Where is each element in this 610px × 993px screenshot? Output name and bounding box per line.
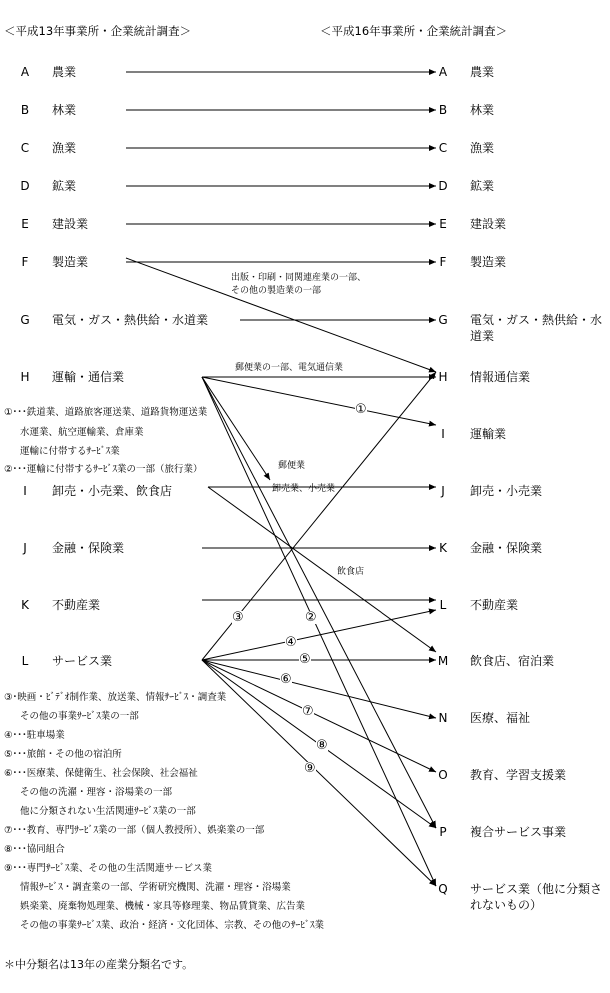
- right-name-q: サービス業（他に分類されないもの）: [470, 882, 603, 912]
- note-l-6: その他の洗濯・理容・浴場業の一部: [20, 787, 173, 798]
- right-name-k: 金融・保険業: [470, 541, 543, 555]
- right-name-i: 運輸業: [470, 427, 507, 441]
- left-code-f: F: [21, 255, 29, 269]
- right-name-l: 不動産業: [470, 598, 519, 612]
- circle-marker-9: ⑨: [304, 761, 316, 776]
- right-name-o: 教育、学習支援業: [470, 768, 567, 782]
- note-l-4: ⑤･･･旅館・その他の宿泊所: [4, 749, 122, 760]
- right-name-m: 飲食店、宿泊業: [470, 654, 555, 668]
- circle-marker-4: ④: [285, 635, 297, 650]
- left-name-i: 卸売・小売業、飲食店: [52, 484, 173, 498]
- note-l-12: 娯楽業、廃棄物処理業、機械・家具等修理業、物品賃貸業、広告業: [20, 901, 306, 912]
- label-h-to-h: 郵便業の一部、電気通信業: [235, 363, 344, 373]
- right-name-h: 情報通信業: [470, 370, 531, 384]
- note-l-7: 他に分類されない生活関連ｻｰﾋﾞｽ業の一部: [20, 806, 196, 817]
- left-code-b: B: [20, 103, 30, 117]
- left-code-k: K: [21, 598, 29, 612]
- left-code-d: D: [20, 179, 30, 193]
- left-name-d: 鉱業: [52, 179, 77, 193]
- right-code-a: A: [438, 65, 448, 79]
- arrow-h-to-i-postal: [202, 377, 270, 480]
- left-code-c: C: [20, 141, 30, 155]
- left-code-e: E: [21, 217, 29, 231]
- note-l-9: ⑧･･･協同組合: [4, 844, 65, 855]
- right-code-d: D: [438, 179, 448, 193]
- right-header: ＜平成16年事業所・企業統計調査＞: [320, 24, 508, 38]
- arrow-h-to-p: [202, 377, 436, 828]
- right-name-j: 卸売・小売業: [470, 484, 543, 498]
- circle-marker-8: ⑧: [316, 738, 328, 753]
- note-l-5: ⑥･･･医療業、保健衛生、社会保険、社会福祉: [4, 768, 198, 779]
- note-h-1: ①･･･鉄道業、道路旅客運送業、道路貨物運送業: [4, 407, 208, 418]
- arrow-h-to-q: [202, 377, 436, 886]
- footnote: ＊中分類名は13年の産業分類名です。: [4, 958, 194, 971]
- left-name-f: 製造業: [52, 255, 89, 269]
- circle-marker-7: ⑦: [302, 704, 314, 719]
- left-name-l: サービス業: [52, 654, 113, 668]
- left-code-i: I: [23, 484, 27, 498]
- circle-marker-3: ③: [232, 610, 244, 625]
- left-name-k: 不動産業: [52, 598, 101, 612]
- right-code-e: E: [439, 217, 447, 231]
- right-code-p: P: [439, 825, 447, 839]
- left-code-a: A: [20, 65, 30, 79]
- right-code-q: Q: [438, 882, 448, 896]
- right-name-f: 製造業: [470, 255, 507, 269]
- right-code-f: F: [439, 255, 447, 269]
- circle-marker-1: ①: [355, 402, 367, 417]
- right-name-e: 建設業: [470, 217, 507, 231]
- label-i-to-m: 飲食店: [337, 567, 365, 577]
- left-name-a: 農業: [52, 65, 77, 79]
- right-code-n: N: [438, 711, 448, 725]
- right-code-b: B: [438, 103, 448, 117]
- note-h-3: 運輸に付帯するｻｰﾋﾞｽ業: [20, 446, 120, 457]
- left-name-e: 建設業: [52, 217, 89, 231]
- label-postal: 郵便業: [278, 461, 306, 471]
- circle-marker-5: ⑤: [299, 652, 311, 667]
- arrow-h-to-i: [202, 377, 436, 425]
- left-code-h: H: [20, 370, 30, 384]
- note-l-8: ⑦･･･教育、専門ｻｰﾋﾞｽ業の一部（個人教授所）、娯楽業の一部: [4, 825, 265, 836]
- label-f-to-h-line1: 出版・印刷・同関連産業の一部、: [231, 273, 367, 283]
- right-code-g: G: [438, 313, 448, 327]
- left-code-g: G: [20, 313, 30, 327]
- right-code-c: C: [438, 141, 448, 155]
- right-code-i: I: [441, 427, 445, 441]
- note-h-2: 水運業、航空運輸業、倉庫業: [20, 427, 144, 438]
- note-l-2: その他の事業ｻｰﾋﾞｽ業の一部: [20, 711, 139, 722]
- label-i-to-j: 卸売業、小売業: [272, 484, 336, 494]
- right-code-k: K: [439, 541, 447, 555]
- right-name-n: 医療、福祉: [470, 711, 531, 725]
- right-name-d: 鉱業: [470, 179, 495, 193]
- left-code-l: L: [21, 654, 29, 668]
- left-name-b: 林業: [52, 103, 77, 117]
- left-code-j: J: [23, 541, 27, 555]
- right-code-h: H: [438, 370, 448, 384]
- arrow-l-to-n: [202, 660, 436, 718]
- left-name-c: 漁業: [52, 141, 77, 155]
- right-name-c: 漁業: [470, 141, 495, 155]
- right-name-b: 林業: [470, 103, 495, 117]
- note-l-1: ③･映画・ﾋﾞﾃﾞｵ制作業、放送業、情報ｻｰﾋﾞｽ・調査業: [4, 692, 227, 703]
- note-h-4: ②･･･運輸に付帯するｻｰﾋﾞｽ業の一部（旅行業）: [4, 464, 203, 475]
- note-l-3: ④･･･駐車場業: [4, 730, 65, 741]
- right-code-l: L: [439, 598, 447, 612]
- left-name-g: 電気・ガス・熱供給・水道業: [52, 313, 209, 327]
- right-name-p: 複合サービス事業: [470, 825, 567, 839]
- label-f-to-h-line2: その他の製造業の一部: [231, 286, 322, 296]
- right-code-o: O: [438, 768, 448, 782]
- arrow-l-to-o: [202, 660, 436, 772]
- right-name-a: 農業: [470, 65, 495, 79]
- note-l-10: ⑨･･･専門ｻｰﾋﾞｽ業、その他の生活関連サービス業: [4, 863, 213, 874]
- circle-marker-6: ⑥: [280, 672, 292, 687]
- right-name-g: 電気・ガス・熱供給・水道業: [470, 313, 603, 343]
- left-name-h: 運輸・通信業: [52, 370, 125, 384]
- note-l-13: その他の事業ｻｰﾋﾞｽ業、政治・経済・文化団体、宗教、その他のｻｰﾋﾞｽ業: [20, 920, 325, 931]
- right-code-m: M: [437, 654, 449, 668]
- note-l-11: 情報ｻｰﾋﾞｽ・調査業の一部、学術研究機関、洗濯・理容・浴場業: [20, 882, 291, 893]
- circle-marker-2: ②: [305, 610, 317, 625]
- left-name-j: 金融・保険業: [52, 541, 125, 555]
- right-code-j: J: [441, 484, 445, 498]
- arrow-l-to-q: [202, 660, 436, 886]
- left-header: ＜平成13年事業所・企業統計調査＞: [4, 24, 192, 38]
